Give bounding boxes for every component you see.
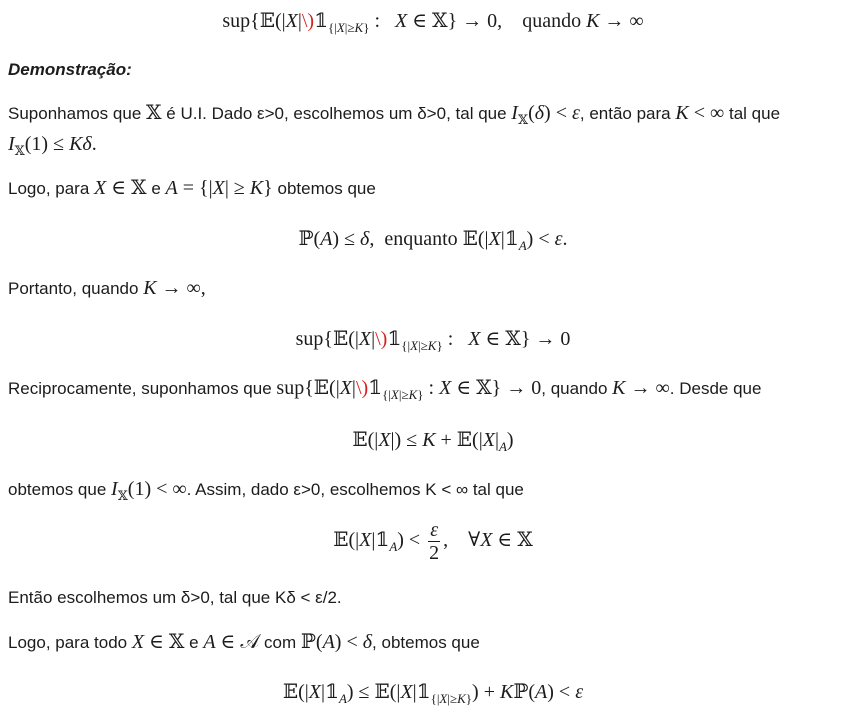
text-fragment: , então para	[579, 104, 671, 123]
paragraph-6: Então escolhemos um δ>0, tal que Kδ < ε/2.	[8, 588, 342, 607]
text-fragment: tal que	[728, 104, 781, 123]
proof-heading: Demonstração:	[8, 60, 132, 79]
text-fragment: Portanto, quando	[8, 279, 139, 298]
paragraph-1-line-1: Suponhamos que 𝕏 é U.I. Dado ε>0, escolhemos um δ>0, tal que $I_𝕏(\delta) < \varepsilon$, então para K < ∞ tal que	[8, 100, 781, 127]
equation-top-word: quando	[522, 10, 582, 32]
paragraph-7: Logo, para todo X ∈ 𝕏 e A ∈ 𝒜 com ℙ(A) < δ, obtemos que	[8, 631, 480, 653]
paragraph-4: Reciprocamente, suponhamos que $sup\{𝔼(|X|\backslash)𝟙_{\{|X|\ge K\}}$ : X ∈ 𝕏} → 0, quando K → ∞. Desde que	[8, 377, 762, 402]
text-fragment: e	[189, 633, 199, 652]
text-fragment: . Desde que	[669, 379, 762, 398]
text-fragment: é U.I. Dado	[166, 104, 253, 123]
equation-4: 𝔼(|X|) ≤ $K + 𝔼(|X|_A)$	[352, 429, 514, 454]
text-fragment: Suponhamos que	[8, 104, 142, 123]
text-fragment: , quando	[541, 379, 608, 398]
text-fragment: . Assim, dado ε>0, escolhemos K < ∞ tal que	[186, 480, 524, 499]
equation-6: $𝔼(|X|𝟙_A)$ ≤ $𝔼(|X|𝟙_{\{|X|\ge K\}})$ + Kℙ(A) < ε	[282, 681, 584, 706]
text-fragment: com	[264, 633, 297, 652]
equation-top: $sup\{𝔼(|X|\backslash)𝟙_{\{|X|\ge K\}}$ : X ∈ 𝕏} → 0, quando K → ∞	[222, 8, 644, 35]
fraction-eps-over-2: $\frac{\varepsilon}{2}$	[429, 518, 440, 564]
text-fragment: , obtemos que	[372, 633, 480, 652]
text-fragment: ε>0, escolhemos um	[257, 104, 413, 123]
equation-2: ℙ(A) ≤ δ, enquanto $𝔼(|X|𝟙_A) < \varepsilon$.	[298, 228, 568, 253]
paragraph-5: obtemos que $I_𝕏(1)$ < ∞. Assim, dado ε>0, escolhemos K < ∞ tal que	[8, 478, 524, 503]
equation-2-word: enquanto	[384, 228, 458, 250]
text-fragment: δ>0, tal que	[417, 104, 507, 123]
text-fragment: Reciprocamente, suponhamos que	[8, 379, 272, 398]
equation-5: $𝔼(|X|𝟙_A)$ < $\frac{\varepsilon}{2}$ , ∀X ∈ 𝕏	[333, 518, 533, 564]
text-fragment: obtemos que	[277, 179, 376, 198]
equation-3: $sup\{𝔼(|X|\backslash)𝟙_{\{|X|\ge K\}}$ : X ∈ 𝕏} → 0	[295, 328, 571, 353]
text-fragment: e	[151, 179, 161, 198]
paragraph-1-line-2: $I_𝕏(1) \le K\delta$.	[8, 133, 97, 158]
text-fragment: obtemos que	[8, 480, 107, 499]
text-fragment: Logo, para	[8, 179, 90, 198]
paragraph-2: Logo, para X ∈ 𝕏 e A = {|X| ≥ K} obtemos que	[8, 177, 376, 199]
paragraph-3: Portanto, quando K → ∞,	[8, 277, 206, 299]
text-fragment: Logo, para todo	[8, 633, 128, 652]
